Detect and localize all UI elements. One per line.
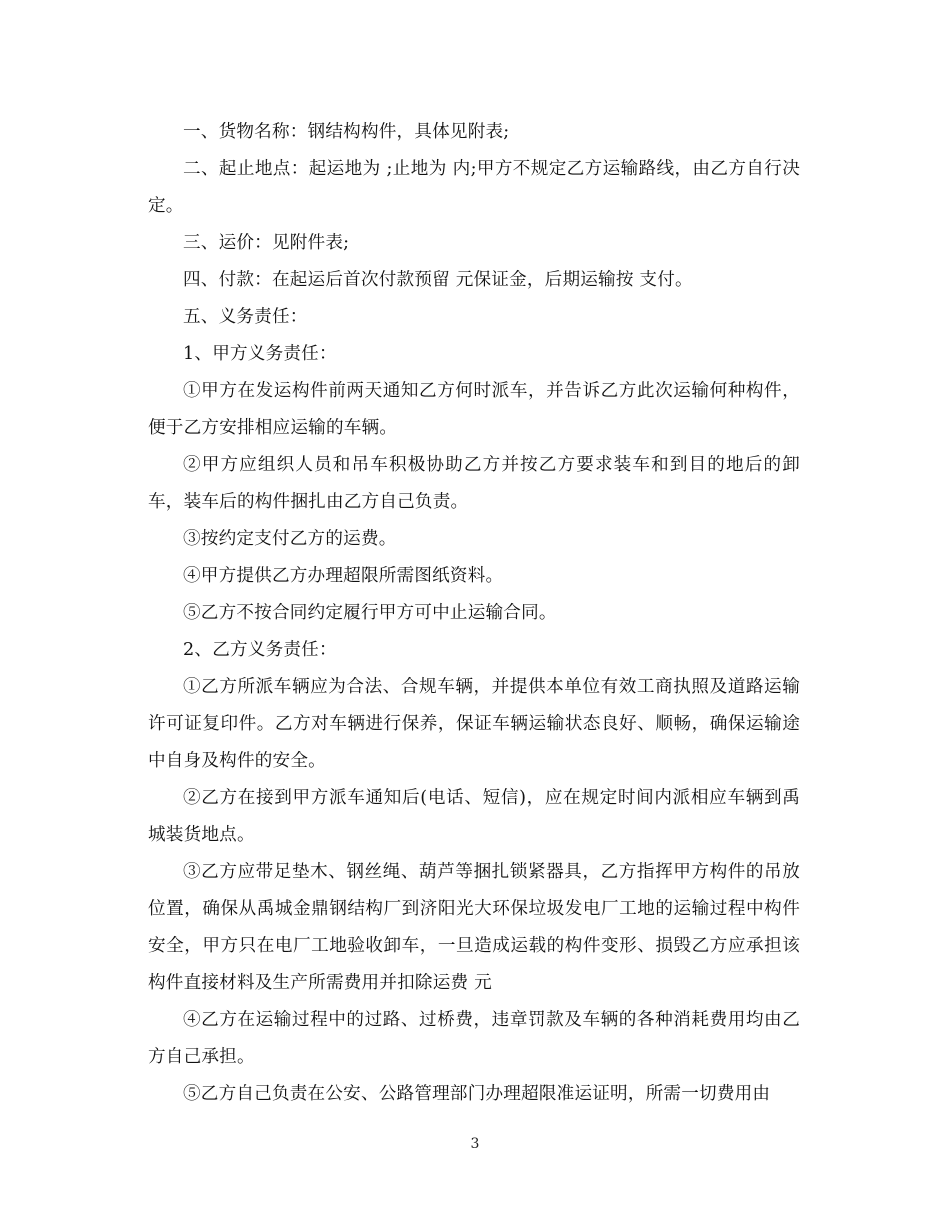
party-a-item-4: ④甲方提供乙方办理超限所需图纸资料。 <box>183 566 504 586</box>
document-body <box>148 114 800 1113</box>
party-a-item-2: ②甲方应组织人员和吊车积极协助乙方并按乙方要求装车和到目的地后的卸车，装车后的构件捆扎由乙方自己负责。 <box>148 455 800 512</box>
party-b-item-5: ⑤乙方自己负责在公安、公路管理部门办理超限准运证明，所需一切费用由 <box>183 1084 771 1104</box>
clause-freight-price: 三、运价：见附件表; <box>183 233 350 253</box>
party-a-item-5: ⑤乙方不按合同约定履行甲方可中止运输合同。 <box>183 603 557 623</box>
party-a-item-3: ③按约定支付乙方的运费。 <box>183 529 397 549</box>
clause-goods-name: 一、货物名称：钢结构构件，具体见附表; <box>183 122 510 142</box>
clause-origin-destination: 二、起止地点：起运地为 ;止地为 内;甲方不规定乙方运输路线，由乙方自行决定。 <box>148 159 800 216</box>
party-b-item-3: ③乙方应带足垫木、钢丝绳、葫芦等捆扎锁紧器具，乙方指挥甲方构件的吊放位置，确保从禹城金鼎钢结构厂到济阳光大环保垃圾发电厂工地的运输过程中构件安全，甲方只在电厂工地验收卸车，一旦造成运载的构件变形、损毁乙方应承担该构件直接材料及生产所需费用并扣除运费 元 <box>148 862 800 993</box>
party-b-item-1: ①乙方所派车辆应为合法、合规车辆，并提供本单位有效工商执照及道路运输许可证复印件。乙方对车辆进行保养，保证车辆运输状态良好、顺畅，确保运输途中自身及构件的安全。 <box>148 677 800 771</box>
page-number: 3 <box>470 1136 480 1152</box>
party-a-obligations-heading: 1、甲方义务责任： <box>183 344 337 364</box>
clause-obligations-heading: 五、义务责任： <box>183 307 308 327</box>
party-a-item-1: ①甲方在发运构件前两天通知乙方何时派车，并告诉乙方此次运输何种构件，便于乙方安排相应运输的车辆。 <box>148 381 800 438</box>
party-b-item-2: ②乙方在接到甲方派车通知后(电话、短信)，应在规定时间内派相应车辆到禹城装货地点。 <box>148 788 800 845</box>
clause-payment: 四、付款：在起运后首次付款预留 元保证金，后期运输按 支付。 <box>183 270 693 290</box>
party-b-obligations-heading: 2、乙方义务责任： <box>183 640 337 660</box>
party-b-item-4: ④乙方在运输过程中的过路、过桥费，违章罚款及车辆的各种消耗费用均由乙方自己承担。 <box>148 1010 800 1067</box>
